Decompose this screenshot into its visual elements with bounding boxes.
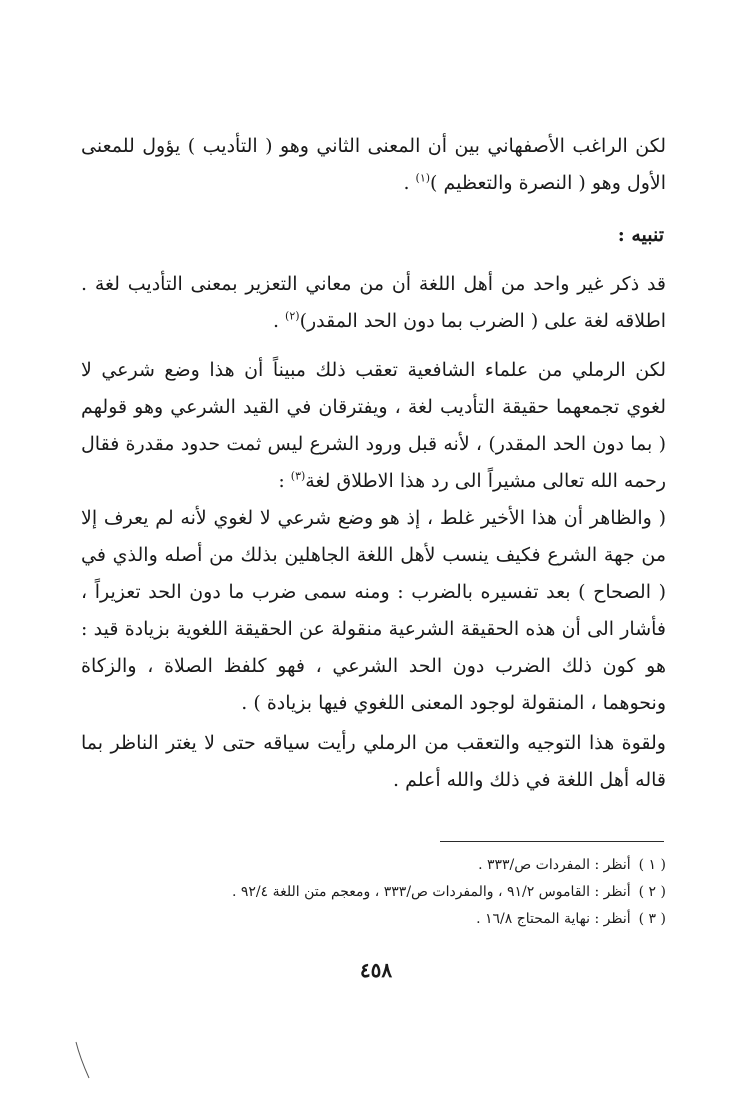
- footnote-text: أنظر : المفردات ص/٣٣٣ .: [478, 857, 631, 873]
- paragraph-ramli-quote: [81, 500, 666, 722]
- paragraph-lexicon-note: [81, 266, 666, 340]
- footnote-1: [81, 852, 666, 879]
- footnote-number: ( ١ ): [638, 857, 666, 873]
- footnote-ref: (٢): [285, 309, 300, 323]
- paragraph-tail: .: [403, 172, 416, 194]
- paragraph-raghib-definition: [81, 128, 666, 202]
- paragraph-tail: :: [278, 470, 291, 492]
- paragraph-text: ولقوة هذا التوجيه والتعقب من الرملي رأيت سياقه حتى لا يغتر الناظر بما قاله أهل اللغة في ذلك والله أعلم .: [81, 732, 666, 791]
- footnote-number: ( ٣ ): [638, 911, 666, 927]
- page-number: ٤٥٨: [359, 958, 393, 982]
- section-heading: تنبيه :: [617, 224, 664, 246]
- footnote-text: أنظر : نهاية المحتاج ١٦/٨ .: [476, 911, 631, 927]
- paragraph-ramli-objection: [81, 352, 666, 500]
- footnote-text: أنظر : القاموس ٩١/٢ ، والمفردات ص/٣٣٣ ، ومعجم متن اللغة ٩٢/٤ .: [231, 884, 631, 900]
- footnote-divider: [440, 841, 664, 842]
- paragraph-tail: .: [272, 310, 286, 332]
- footnote-2: [81, 879, 666, 906]
- paragraph-text: لكن الرملي من علماء الشافعية تعقب ذلك مبيناً أن هذا وضع شرعي لا لغوي تجمعهما حقيقة التأديب لغة ، ويفترقان في القيد الشرعي وهو قولهم ( بما دون الحد المقدر) ، لأنه قبل ورود الشرع ليس ثمت حدود مقدرة فقال رحمه الله تعالى مشيراً الى رد هذا الاطلاق لغة: [81, 359, 666, 492]
- footnotes-section: [81, 852, 666, 933]
- paragraph-text: قد ذكر غير واحد من أهل اللغة أن من معاني التعزير بمعنى التأديب لغة . اطلاقه لغة على ( الضرب بما دون الحد المقدر): [81, 273, 666, 332]
- paragraph-conclusion: [81, 725, 666, 799]
- scan-margin-mark: [74, 1040, 92, 1080]
- paragraph-text: ( والظاهر أن هذا الأخير غلط ، إذ هو وضع شرعي لا لغوي لأنه لم يعرف إلا من جهة الشرع فكيف ينسب لأهل اللغة الجاهلين بذلك من أصله والذي في ( الصحاح ) بعد تفسيره بالضرب : ومنه سمى ضرب ما دون الحد تعزيراً ، فأشار الى أن هذه الحقيقة الشرعية منقولة عن الحقيقة اللغوية بزيادة قيد : هو كون ذلك الضرب دون الحد الشرعي ، فهو كلفظ الصلاة ، والزكاة ونحوهما ، المنقولة لوجود المعنى اللغوي فيها بزيادة ) .: [81, 507, 666, 714]
- paragraph-text: لكن الراغب الأصفهاني بين أن المعنى الثاني وهو ( التأديب ) يؤول للمعنى الأول وهو ( النصرة والتعظيم ): [81, 135, 666, 194]
- footnote-ref: (٣): [290, 469, 306, 483]
- footnote-3: [81, 906, 666, 933]
- footnote-number: ( ٢ ): [638, 884, 666, 900]
- footnote-ref: (١): [415, 171, 431, 185]
